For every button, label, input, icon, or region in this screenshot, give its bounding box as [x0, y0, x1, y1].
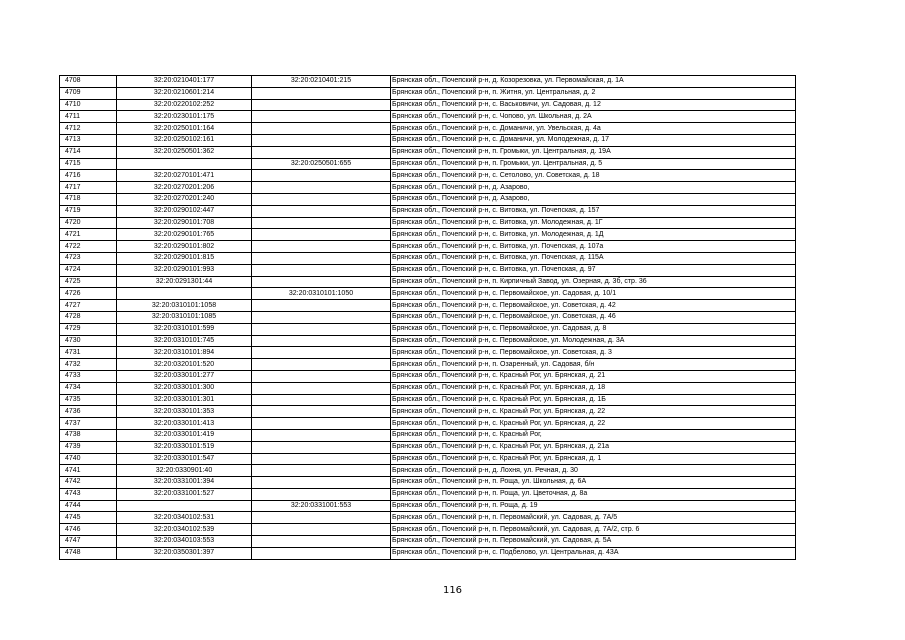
parent-cadastral-number-cell: [252, 512, 391, 524]
address-cell: Брянская обл., Почепский р-н, с. Первомайское, ул. Советская, д. 46: [391, 311, 796, 323]
row-number-cell: 4728: [60, 311, 117, 323]
address-cell: Брянская обл., Почепский р-н, с. Красный Рог, ул. Брянская, д. 18: [391, 382, 796, 394]
row-number-cell: 4746: [60, 524, 117, 536]
row-number-cell: 4726: [60, 288, 117, 300]
address-cell: Брянская обл., Почепский р-н, п. Первомайский, ул. Садовая, д. 5А: [391, 536, 796, 548]
address-cell: Брянская обл., Почепский р-н, п. Озаренный, ул. Садовая, б/н: [391, 359, 796, 371]
row-number-cell: 4708: [60, 76, 117, 88]
cadastral-number-cell: 32:20:0290101:765: [117, 229, 252, 241]
address-cell: Брянская обл., Почепский р-н, п. Житня, ул. Центральная, д. 2: [391, 87, 796, 99]
cadastral-number-cell: 32:20:0270201:206: [117, 182, 252, 194]
address-cell: Брянская обл., Почепский р-н, с. Красный Рог,: [391, 429, 796, 441]
parent-cadastral-number-cell: [252, 252, 391, 264]
row-number-cell: 4741: [60, 465, 117, 477]
parent-cadastral-number-cell: [252, 276, 391, 288]
parent-cadastral-number-cell: 32:20:0210401:215: [252, 76, 391, 88]
table-row: [60, 264, 796, 276]
table-row: [60, 229, 796, 241]
table-row: [60, 111, 796, 123]
address-cell: Брянская обл., Почепский р-н, с. Красный Рог, ул. Брянская, д. 22: [391, 406, 796, 418]
address-cell: Брянская обл., Почепский р-н, п. Кирпичный Завод, ул. Озерная, д. 3б, стр. 36: [391, 276, 796, 288]
row-number-cell: 4721: [60, 229, 117, 241]
parent-cadastral-number-cell: [252, 347, 391, 359]
parent-cadastral-number-cell: [252, 99, 391, 111]
address-cell: Брянская обл., Почепский р-н, с. Первомайское, ул. Советская, д. 3: [391, 347, 796, 359]
cadastral-number-cell: 32:20:0331001:394: [117, 477, 252, 489]
cadastral-number-cell: 32:20:0330101:419: [117, 429, 252, 441]
cadastral-number-cell: 32:20:0250102:161: [117, 134, 252, 146]
row-number-cell: 4727: [60, 300, 117, 312]
address-cell: Брянская обл., Почепский р-н, д. Азарово,: [391, 182, 796, 194]
address-cell: Брянская обл., Почепский р-н, п. Роща, ул. Цветочная, д. 8а: [391, 488, 796, 500]
parent-cadastral-number-cell: [252, 382, 391, 394]
cadastral-number-cell: 32:20:0330101:413: [117, 418, 252, 430]
row-number-cell: 4739: [60, 441, 117, 453]
parent-cadastral-number-cell: [252, 418, 391, 430]
table-row: [60, 512, 796, 524]
cadastral-number-cell: 32:20:0310101:745: [117, 335, 252, 347]
address-cell: Брянская обл., Почепский р-н, с. Первомайское, ул. Молодежная, д. 3А: [391, 335, 796, 347]
address-cell: Брянская обл., Почепский р-н, с. Чопово, ул. Школьная, д. 2А: [391, 111, 796, 123]
parent-cadastral-number-cell: [252, 182, 391, 194]
address-cell: Брянская обл., Почепский р-н, п. Первомайский, ул. Садовая, д. 7А/5: [391, 512, 796, 524]
cadastral-number-cell: 32:20:0330101:300: [117, 382, 252, 394]
table-row: [60, 193, 796, 205]
cadastral-number-cell: 32:20:0330101:519: [117, 441, 252, 453]
address-cell: Брянская обл., Почепский р-н, с. Подбелово, ул. Центральная, д. 43А: [391, 547, 796, 559]
table-row: [60, 536, 796, 548]
parent-cadastral-number-cell: [252, 146, 391, 158]
table-row: [60, 488, 796, 500]
row-number-cell: 4745: [60, 512, 117, 524]
parent-cadastral-number-cell: [252, 524, 391, 536]
cadastral-number-cell: [117, 288, 252, 300]
table-row: [60, 359, 796, 371]
row-number-cell: 4718: [60, 193, 117, 205]
parent-cadastral-number-cell: [252, 488, 391, 500]
address-cell: Брянская обл., Почепский р-н, п. Роща, ул. Школьная, д. 6А: [391, 477, 796, 489]
parent-cadastral-number-cell: [252, 547, 391, 559]
address-cell: Брянская обл., Почепский р-н, с. Витовка, ул. Почепская, д. 157: [391, 205, 796, 217]
cadastral-number-cell: 32:20:0331001:527: [117, 488, 252, 500]
parent-cadastral-number-cell: [252, 359, 391, 371]
table-row: [60, 335, 796, 347]
table-row: [60, 547, 796, 559]
cadastral-number-cell: 32:20:0340102:531: [117, 512, 252, 524]
table-row: [60, 465, 796, 477]
address-cell: Брянская обл., Почепский р-н, с. Первомайское, ул. Садовая, д. 8: [391, 323, 796, 335]
table-row: [60, 477, 796, 489]
address-cell: Брянская обл., Почепский р-н, с. Первомайское, ул. Садовая, д. 10/1: [391, 288, 796, 300]
table-row: [60, 453, 796, 465]
row-number-cell: 4720: [60, 217, 117, 229]
row-number-cell: 4719: [60, 205, 117, 217]
address-cell: Брянская обл., Почепский р-н, д. Азарово,: [391, 193, 796, 205]
address-cell: Брянская обл., Почепский р-н, с. Витовка, ул. Молодежная, д. 1Г: [391, 217, 796, 229]
table-row: [60, 87, 796, 99]
table-row: [60, 217, 796, 229]
cadastral-number-cell: 32:20:0270101:471: [117, 170, 252, 182]
cadastral-number-cell: [117, 500, 252, 512]
table-row: [60, 182, 796, 194]
row-number-cell: 4712: [60, 123, 117, 135]
table-row: [60, 123, 796, 135]
row-number-cell: 4713: [60, 134, 117, 146]
cadastral-number-cell: 32:20:0290101:708: [117, 217, 252, 229]
address-cell: Брянская обл., Почепский р-н, с. Красный Рог, ул. Брянская, д. 21а: [391, 441, 796, 453]
cadastral-number-cell: 32:20:0290101:802: [117, 241, 252, 253]
row-number-cell: 4734: [60, 382, 117, 394]
cadastral-number-cell: 32:20:0250101:164: [117, 123, 252, 135]
row-number-cell: 4723: [60, 252, 117, 264]
parent-cadastral-number-cell: 32:20:0310101:1050: [252, 288, 391, 300]
table-row: [60, 300, 796, 312]
row-number-cell: 4722: [60, 241, 117, 253]
cadastral-number-cell: 32:20:0210601:214: [117, 87, 252, 99]
table-row: [60, 99, 796, 111]
parent-cadastral-number-cell: [252, 193, 391, 205]
cadastral-number-cell: 32:20:0290101:993: [117, 264, 252, 276]
table-row: [60, 500, 796, 512]
table-row: [60, 406, 796, 418]
cadastral-number-cell: 32:20:0290102:447: [117, 205, 252, 217]
address-cell: Брянская обл., Почепский р-н, с. Витовка, ул. Почепская, д. 107а: [391, 241, 796, 253]
cadastral-number-cell: 32:20:0310101:1085: [117, 311, 252, 323]
parent-cadastral-number-cell: [252, 429, 391, 441]
parent-cadastral-number-cell: 32:20:0250501:655: [252, 158, 391, 170]
table-row: [60, 382, 796, 394]
cadastral-number-cell: 32:20:0310101:1058: [117, 300, 252, 312]
table-row: [60, 418, 796, 430]
cadastral-number-cell: 32:20:0340103:553: [117, 536, 252, 548]
row-number-cell: 4730: [60, 335, 117, 347]
cadastral-number-cell: 32:20:0330101:301: [117, 394, 252, 406]
parent-cadastral-number-cell: [252, 241, 391, 253]
cadastral-number-cell: 32:20:0310101:894: [117, 347, 252, 359]
address-cell: Брянская обл., Почепский р-н, с. Сетолово, ул. Советская, д. 18: [391, 170, 796, 182]
address-cell: Брянская обл., Почепский р-н, п. Громыки, ул. Центральная, д. 5: [391, 158, 796, 170]
table-row: [60, 170, 796, 182]
row-number-cell: 4732: [60, 359, 117, 371]
address-cell: Брянская обл., Почепский р-н, п. Громыки, ул. Центральная, д. 19А: [391, 146, 796, 158]
address-cell: Брянская обл., Почепский р-н, с. Красный Рог, ул. Брянская, д. 1Б: [391, 394, 796, 406]
address-cell: Брянская обл., Почепский р-н, с. Витовка, ул. Молодежная, д. 1Д: [391, 229, 796, 241]
table-row: [60, 524, 796, 536]
parent-cadastral-number-cell: [252, 406, 391, 418]
row-number-cell: 4744: [60, 500, 117, 512]
cadastral-number-cell: 32:20:0291301:44: [117, 276, 252, 288]
address-cell: Брянская обл., Почепский р-н, с. Витовка, ул. Почепская, д. 97: [391, 264, 796, 276]
table-row: [60, 370, 796, 382]
cadastral-number-cell: 32:20:0340102:539: [117, 524, 252, 536]
parent-cadastral-number-cell: 32:20:0331001:553: [252, 500, 391, 512]
table-row: [60, 76, 796, 88]
address-cell: Брянская обл., Почепский р-н, с. Красный Рог, ул. Брянская, д. 22: [391, 418, 796, 430]
page-number: 116: [442, 585, 463, 596]
cadastral-number-cell: 32:20:0290101:815: [117, 252, 252, 264]
cadastral-number-cell: [117, 158, 252, 170]
address-cell: Брянская обл., Почепский р-н, с. Красный Рог, ул. Брянская, д. 1: [391, 453, 796, 465]
parent-cadastral-number-cell: [252, 264, 391, 276]
row-number-cell: 4743: [60, 488, 117, 500]
table-row: [60, 311, 796, 323]
row-number-cell: 4747: [60, 536, 117, 548]
row-number-cell: 4724: [60, 264, 117, 276]
table-row: [60, 394, 796, 406]
cadastral-number-cell: 32:20:0330101:547: [117, 453, 252, 465]
cadastral-number-cell: 32:20:0320101:520: [117, 359, 252, 371]
parent-cadastral-number-cell: [252, 323, 391, 335]
parent-cadastral-number-cell: [252, 536, 391, 548]
table-row: [60, 158, 796, 170]
parent-cadastral-number-cell: [252, 300, 391, 312]
row-number-cell: 4733: [60, 370, 117, 382]
row-number-cell: 4709: [60, 87, 117, 99]
parent-cadastral-number-cell: [252, 134, 391, 146]
row-number-cell: 4717: [60, 182, 117, 194]
address-cell: Брянская обл., Почепский р-н, с. Витовка, ул. Почепская, д. 115А: [391, 252, 796, 264]
row-number-cell: 4715: [60, 158, 117, 170]
cadastral-number-cell: 32:20:0270201:240: [117, 193, 252, 205]
address-cell: Брянская обл., Почепский р-н, с. Доманичи, ул. Увельская, д. 4а: [391, 123, 796, 135]
address-cell: Брянская обл., Почепский р-н, с. Васьковичи, ул. Садовая, д. 12: [391, 99, 796, 111]
parent-cadastral-number-cell: [252, 229, 391, 241]
parent-cadastral-number-cell: [252, 311, 391, 323]
table-row: [60, 205, 796, 217]
table-row: [60, 276, 796, 288]
row-number-cell: 4735: [60, 394, 117, 406]
address-cell: Брянская обл., Почепский р-н, с. Красный Рог, ул. Брянская, д. 21: [391, 370, 796, 382]
address-cell: Брянская обл., Почепский р-н, п. Роща, д. 19: [391, 500, 796, 512]
parent-cadastral-number-cell: [252, 453, 391, 465]
row-number-cell: 4748: [60, 547, 117, 559]
row-number-cell: 4714: [60, 146, 117, 158]
row-number-cell: 4738: [60, 429, 117, 441]
table-row: [60, 288, 796, 300]
cadastral-number-cell: 32:20:0350301:397: [117, 547, 252, 559]
address-cell: Брянская обл., Почепский р-н, с. Доманичи, ул. Молодежная, д. 17: [391, 134, 796, 146]
address-cell: Брянская обл., Почепский р-н, с. Первомайское, ул. Советская, д. 42: [391, 300, 796, 312]
parent-cadastral-number-cell: [252, 465, 391, 477]
table-row: [60, 323, 796, 335]
cadastral-number-cell: 32:20:0330101:277: [117, 370, 252, 382]
parent-cadastral-number-cell: [252, 217, 391, 229]
table-row: [60, 241, 796, 253]
parent-cadastral-number-cell: [252, 394, 391, 406]
row-number-cell: 4736: [60, 406, 117, 418]
row-number-cell: 4742: [60, 477, 117, 489]
parent-cadastral-number-cell: [252, 477, 391, 489]
parent-cadastral-number-cell: [252, 87, 391, 99]
table-row: [60, 252, 796, 264]
address-cell: Брянская обл., Почепский р-н, д. Лохня, ул. Речная, д. 30: [391, 465, 796, 477]
row-number-cell: 4729: [60, 323, 117, 335]
row-number-cell: 4740: [60, 453, 117, 465]
address-cell: Брянская обл., Почепский р-н, п. Первомайский, ул. Садовая, д. 7А/2, стр. 6: [391, 524, 796, 536]
row-number-cell: 4716: [60, 170, 117, 182]
cadastral-number-cell: 32:20:0330101:353: [117, 406, 252, 418]
parent-cadastral-number-cell: [252, 170, 391, 182]
table-row: [60, 146, 796, 158]
table-row: [60, 429, 796, 441]
table-row: [60, 347, 796, 359]
cadastral-number-cell: 32:20:0250501:362: [117, 146, 252, 158]
parent-cadastral-number-cell: [252, 111, 391, 123]
parent-cadastral-number-cell: [252, 123, 391, 135]
registry-table-body: [60, 76, 796, 560]
cadastral-number-cell: 32:20:0220102:252: [117, 99, 252, 111]
address-cell: Брянская обл., Почепский р-н, д. Козорезовка, ул. Первомайская, д. 1А: [391, 76, 796, 88]
cadastral-number-cell: 32:20:0230101:175: [117, 111, 252, 123]
cadastral-number-cell: 32:20:0330901:40: [117, 465, 252, 477]
parent-cadastral-number-cell: [252, 335, 391, 347]
cadastral-number-cell: 32:20:0210401:177: [117, 76, 252, 88]
row-number-cell: 4737: [60, 418, 117, 430]
parent-cadastral-number-cell: [252, 370, 391, 382]
parent-cadastral-number-cell: [252, 441, 391, 453]
table-row: [60, 441, 796, 453]
table-row: [60, 134, 796, 146]
parent-cadastral-number-cell: [252, 205, 391, 217]
row-number-cell: 4711: [60, 111, 117, 123]
row-number-cell: 4731: [60, 347, 117, 359]
cadastral-number-cell: 32:20:0310101:599: [117, 323, 252, 335]
row-number-cell: 4710: [60, 99, 117, 111]
registry-table: [59, 75, 796, 560]
row-number-cell: 4725: [60, 276, 117, 288]
